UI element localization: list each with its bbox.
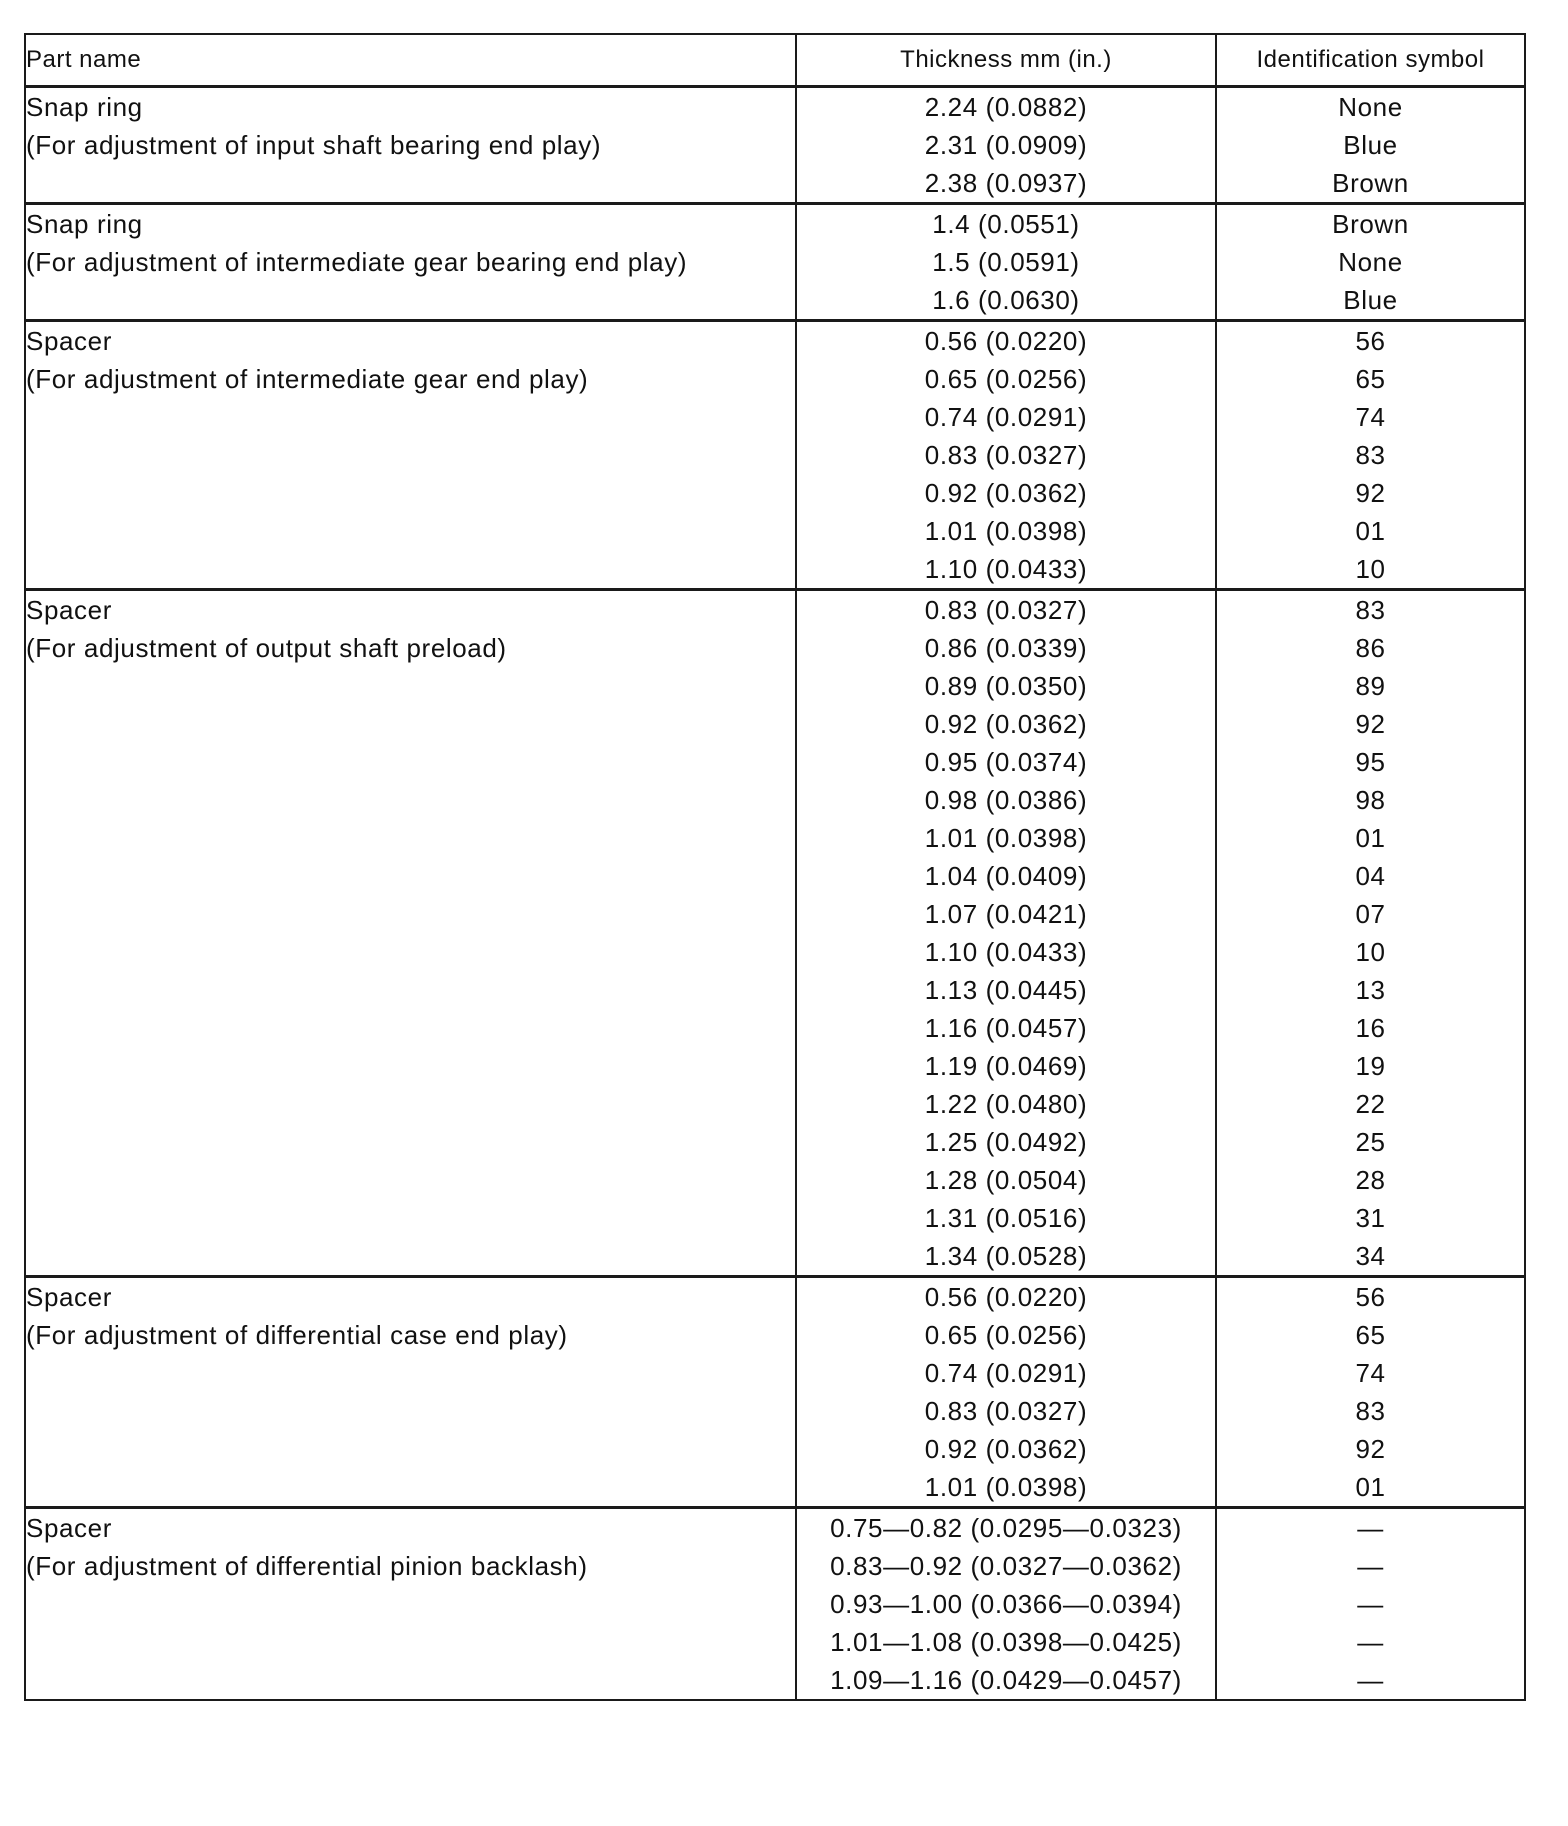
part-name: Snap ring <box>26 209 143 239</box>
thickness-value: 1.09—1.16 (0.0429—0.0457) <box>830 1665 1182 1695</box>
thickness-cell <box>796 1277 1216 1508</box>
part-purpose: (For adjustment of intermediate gear bearing end play) <box>26 247 688 277</box>
thickness-value: 1.10 (0.0433) <box>924 937 1088 967</box>
identification-symbol: 01 <box>1355 1472 1386 1502</box>
part-name-cell <box>25 1277 796 1508</box>
identification-symbol: 31 <box>1355 1203 1386 1233</box>
thickness-cell <box>796 87 1216 204</box>
identification-symbol: 65 <box>1355 1320 1386 1350</box>
part-name-cell <box>25 321 796 590</box>
thickness-value: 1.01 (0.0398) <box>924 823 1088 853</box>
identification-symbol: — <box>1357 1589 1384 1619</box>
thickness-value: 0.75—0.82 (0.0295—0.0323) <box>830 1513 1182 1543</box>
identification-symbol: 89 <box>1355 671 1386 701</box>
identification-cell <box>1216 1277 1525 1508</box>
part-name-cell <box>25 204 796 321</box>
table-header <box>25 34 1525 87</box>
part-group <box>25 204 1525 321</box>
identification-symbol: 86 <box>1355 633 1386 663</box>
identification-symbol: 04 <box>1355 861 1386 891</box>
thickness-value: 1.01 (0.0398) <box>924 516 1088 546</box>
thickness-value: 1.16 (0.0457) <box>924 1013 1088 1043</box>
thickness-value: 0.83—0.92 (0.0327—0.0362) <box>830 1551 1182 1581</box>
identification-symbol: 56 <box>1355 326 1386 356</box>
thickness-value: 0.93—1.00 (0.0366—0.0394) <box>830 1589 1182 1619</box>
identification-symbol: 83 <box>1355 440 1386 470</box>
thickness-value: 0.83 (0.0327) <box>924 1396 1088 1426</box>
thickness-value: 1.25 (0.0492) <box>924 1127 1088 1157</box>
thickness-cell <box>796 321 1216 590</box>
identification-symbol: Blue <box>1343 285 1398 315</box>
thickness-value: 0.83 (0.0327) <box>924 595 1088 625</box>
identification-symbol: 56 <box>1355 1282 1386 1312</box>
part-purpose: (For adjustment of input shaft bearing end play) <box>26 130 602 160</box>
header-part-name: Part name <box>25 34 796 87</box>
thickness-value: 1.19 (0.0469) <box>924 1051 1088 1081</box>
identification-symbol: 07 <box>1355 899 1386 929</box>
table-row <box>25 204 1525 321</box>
identification-symbol: Brown <box>1332 168 1409 198</box>
thickness-value: 0.74 (0.0291) <box>924 402 1088 432</box>
part-purpose: (For adjustment of differential pinion backlash) <box>26 1551 588 1581</box>
part-name: Snap ring <box>26 92 143 122</box>
part-group <box>25 321 1525 590</box>
identification-symbol: 10 <box>1355 554 1386 584</box>
thickness-value: 0.98 (0.0386) <box>924 785 1088 815</box>
part-name-cell <box>25 87 796 204</box>
identification-symbol: Brown <box>1332 209 1409 239</box>
part-name: Spacer <box>26 595 112 625</box>
thickness-value: 1.13 (0.0445) <box>924 975 1088 1005</box>
part-purpose: (For adjustment of intermediate gear end play) <box>26 364 589 394</box>
header-identification-symbol: Identification symbol <box>1216 34 1525 87</box>
identification-symbol: — <box>1357 1551 1384 1581</box>
identification-symbol: 28 <box>1355 1165 1386 1195</box>
table-row <box>25 87 1525 204</box>
identification-cell <box>1216 87 1525 204</box>
thickness-value: 0.65 (0.0256) <box>924 364 1088 394</box>
part-name-cell <box>25 590 796 1277</box>
thickness-value: 1.04 (0.0409) <box>924 861 1088 891</box>
identification-symbol: 74 <box>1355 1358 1386 1388</box>
thickness-value: 1.01 (0.0398) <box>924 1472 1088 1502</box>
part-group <box>25 1508 1525 1701</box>
identification-symbol: 22 <box>1355 1089 1386 1119</box>
part-group <box>25 87 1525 204</box>
part-purpose: (For adjustment of output shaft preload) <box>26 633 507 663</box>
identification-symbol: 74 <box>1355 402 1386 432</box>
thickness-cell <box>796 204 1216 321</box>
identification-symbol: None <box>1338 247 1403 277</box>
thickness-value: 1.34 (0.0528) <box>924 1241 1088 1271</box>
thickness-value: 0.95 (0.0374) <box>924 747 1088 777</box>
thickness-value: 1.22 (0.0480) <box>924 1089 1088 1119</box>
identification-symbol: 95 <box>1355 747 1386 777</box>
identification-symbol: 01 <box>1355 823 1386 853</box>
identification-symbol: 01 <box>1355 516 1386 546</box>
thickness-value: 1.28 (0.0504) <box>924 1165 1088 1195</box>
part-group <box>25 1277 1525 1508</box>
identification-cell <box>1216 204 1525 321</box>
thickness-value: 2.31 (0.0909) <box>924 130 1088 160</box>
identification-symbol: 25 <box>1355 1127 1386 1157</box>
thickness-cell <box>796 1508 1216 1701</box>
thickness-value: 0.89 (0.0350) <box>924 671 1088 701</box>
identification-symbol: 19 <box>1355 1051 1386 1081</box>
thickness-value: 1.4 (0.0551) <box>932 209 1080 239</box>
identification-symbol: 98 <box>1355 785 1386 815</box>
thickness-value: 1.10 (0.0433) <box>924 554 1088 584</box>
thickness-value: 0.83 (0.0327) <box>924 440 1088 470</box>
identification-symbol: Blue <box>1343 130 1398 160</box>
part-purpose: (For adjustment of differential case end play) <box>26 1320 568 1350</box>
identification-symbol: — <box>1357 1665 1384 1695</box>
identification-symbol: 92 <box>1355 1434 1386 1464</box>
identification-symbol: 10 <box>1355 937 1386 967</box>
part-name-cell <box>25 1508 796 1701</box>
thickness-value: 0.56 (0.0220) <box>924 326 1088 356</box>
thickness-value: 0.92 (0.0362) <box>924 709 1088 739</box>
part-name: Spacer <box>26 326 112 356</box>
identification-symbol: 92 <box>1355 709 1386 739</box>
identification-symbol: 92 <box>1355 478 1386 508</box>
part-name: Spacer <box>26 1513 112 1543</box>
table-row <box>25 321 1525 590</box>
thickness-value: 0.65 (0.0256) <box>924 1320 1088 1350</box>
header-row <box>25 34 1525 87</box>
identification-symbol: — <box>1357 1627 1384 1657</box>
thickness-value: 1.01—1.08 (0.0398—0.0425) <box>830 1627 1182 1657</box>
identification-symbol: None <box>1338 92 1403 122</box>
identification-cell <box>1216 321 1525 590</box>
identification-symbol: 13 <box>1355 975 1386 1005</box>
thickness-value: 1.6 (0.0630) <box>932 285 1080 315</box>
thickness-value: 0.92 (0.0362) <box>924 478 1088 508</box>
thickness-value: 1.31 (0.0516) <box>924 1203 1088 1233</box>
thickness-value: 0.56 (0.0220) <box>924 1282 1088 1312</box>
part-group <box>25 590 1525 1277</box>
identification-cell <box>1216 1508 1525 1701</box>
table-row <box>25 590 1525 1277</box>
parts-thickness-table <box>24 33 1526 1701</box>
thickness-value: 2.24 (0.0882) <box>924 92 1088 122</box>
thickness-value: 2.38 (0.0937) <box>924 168 1088 198</box>
identification-symbol: 65 <box>1355 364 1386 394</box>
table-row <box>25 1277 1525 1508</box>
thickness-value: 0.86 (0.0339) <box>924 633 1088 663</box>
thickness-value: 1.07 (0.0421) <box>924 899 1088 929</box>
thickness-cell <box>796 590 1216 1277</box>
part-name: Spacer <box>26 1282 112 1312</box>
identification-symbol: 16 <box>1355 1013 1386 1043</box>
thickness-value: 1.5 (0.0591) <box>932 247 1080 277</box>
thickness-value: 0.92 (0.0362) <box>924 1434 1088 1464</box>
identification-cell <box>1216 590 1525 1277</box>
thickness-value: 0.74 (0.0291) <box>924 1358 1088 1388</box>
identification-symbol: — <box>1357 1513 1384 1543</box>
header-thickness: Thickness mm (in.) <box>796 34 1216 87</box>
identification-symbol: 34 <box>1355 1241 1386 1271</box>
table-row <box>25 1508 1525 1701</box>
identification-symbol: 83 <box>1355 1396 1386 1426</box>
identification-symbol: 83 <box>1355 595 1386 625</box>
